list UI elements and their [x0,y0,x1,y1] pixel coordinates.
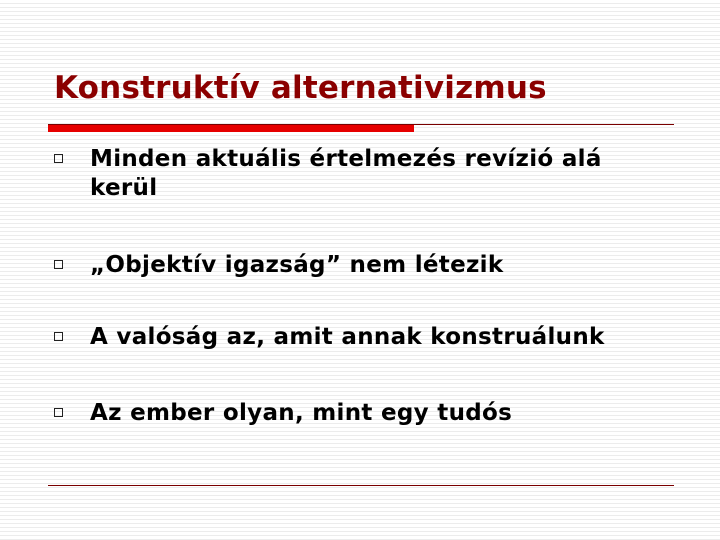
bullet-item [54,323,674,352]
bullet-text: A valóság az, amit annak konstruálunk [90,324,605,350]
title-accent-bar [48,125,414,132]
bullet-text: „Objektív igazság” nem létezik [90,252,504,278]
footer-rule [48,485,674,486]
hollow-square-bullet-icon [54,408,63,417]
bullet-text: Az ember olyan, mint egy tudós [90,400,513,426]
hollow-square-bullet-icon [54,154,63,163]
bullet-item [54,399,674,428]
hollow-square-bullet-icon [54,260,63,269]
bullet-item [54,145,674,203]
hollow-square-bullet-icon [54,332,63,341]
slide-title: Konstruktív alternativizmus [54,70,547,106]
bullet-item [54,251,674,280]
bullet-text: Minden aktuális értelmezés revízió alá kerül [90,146,602,201]
